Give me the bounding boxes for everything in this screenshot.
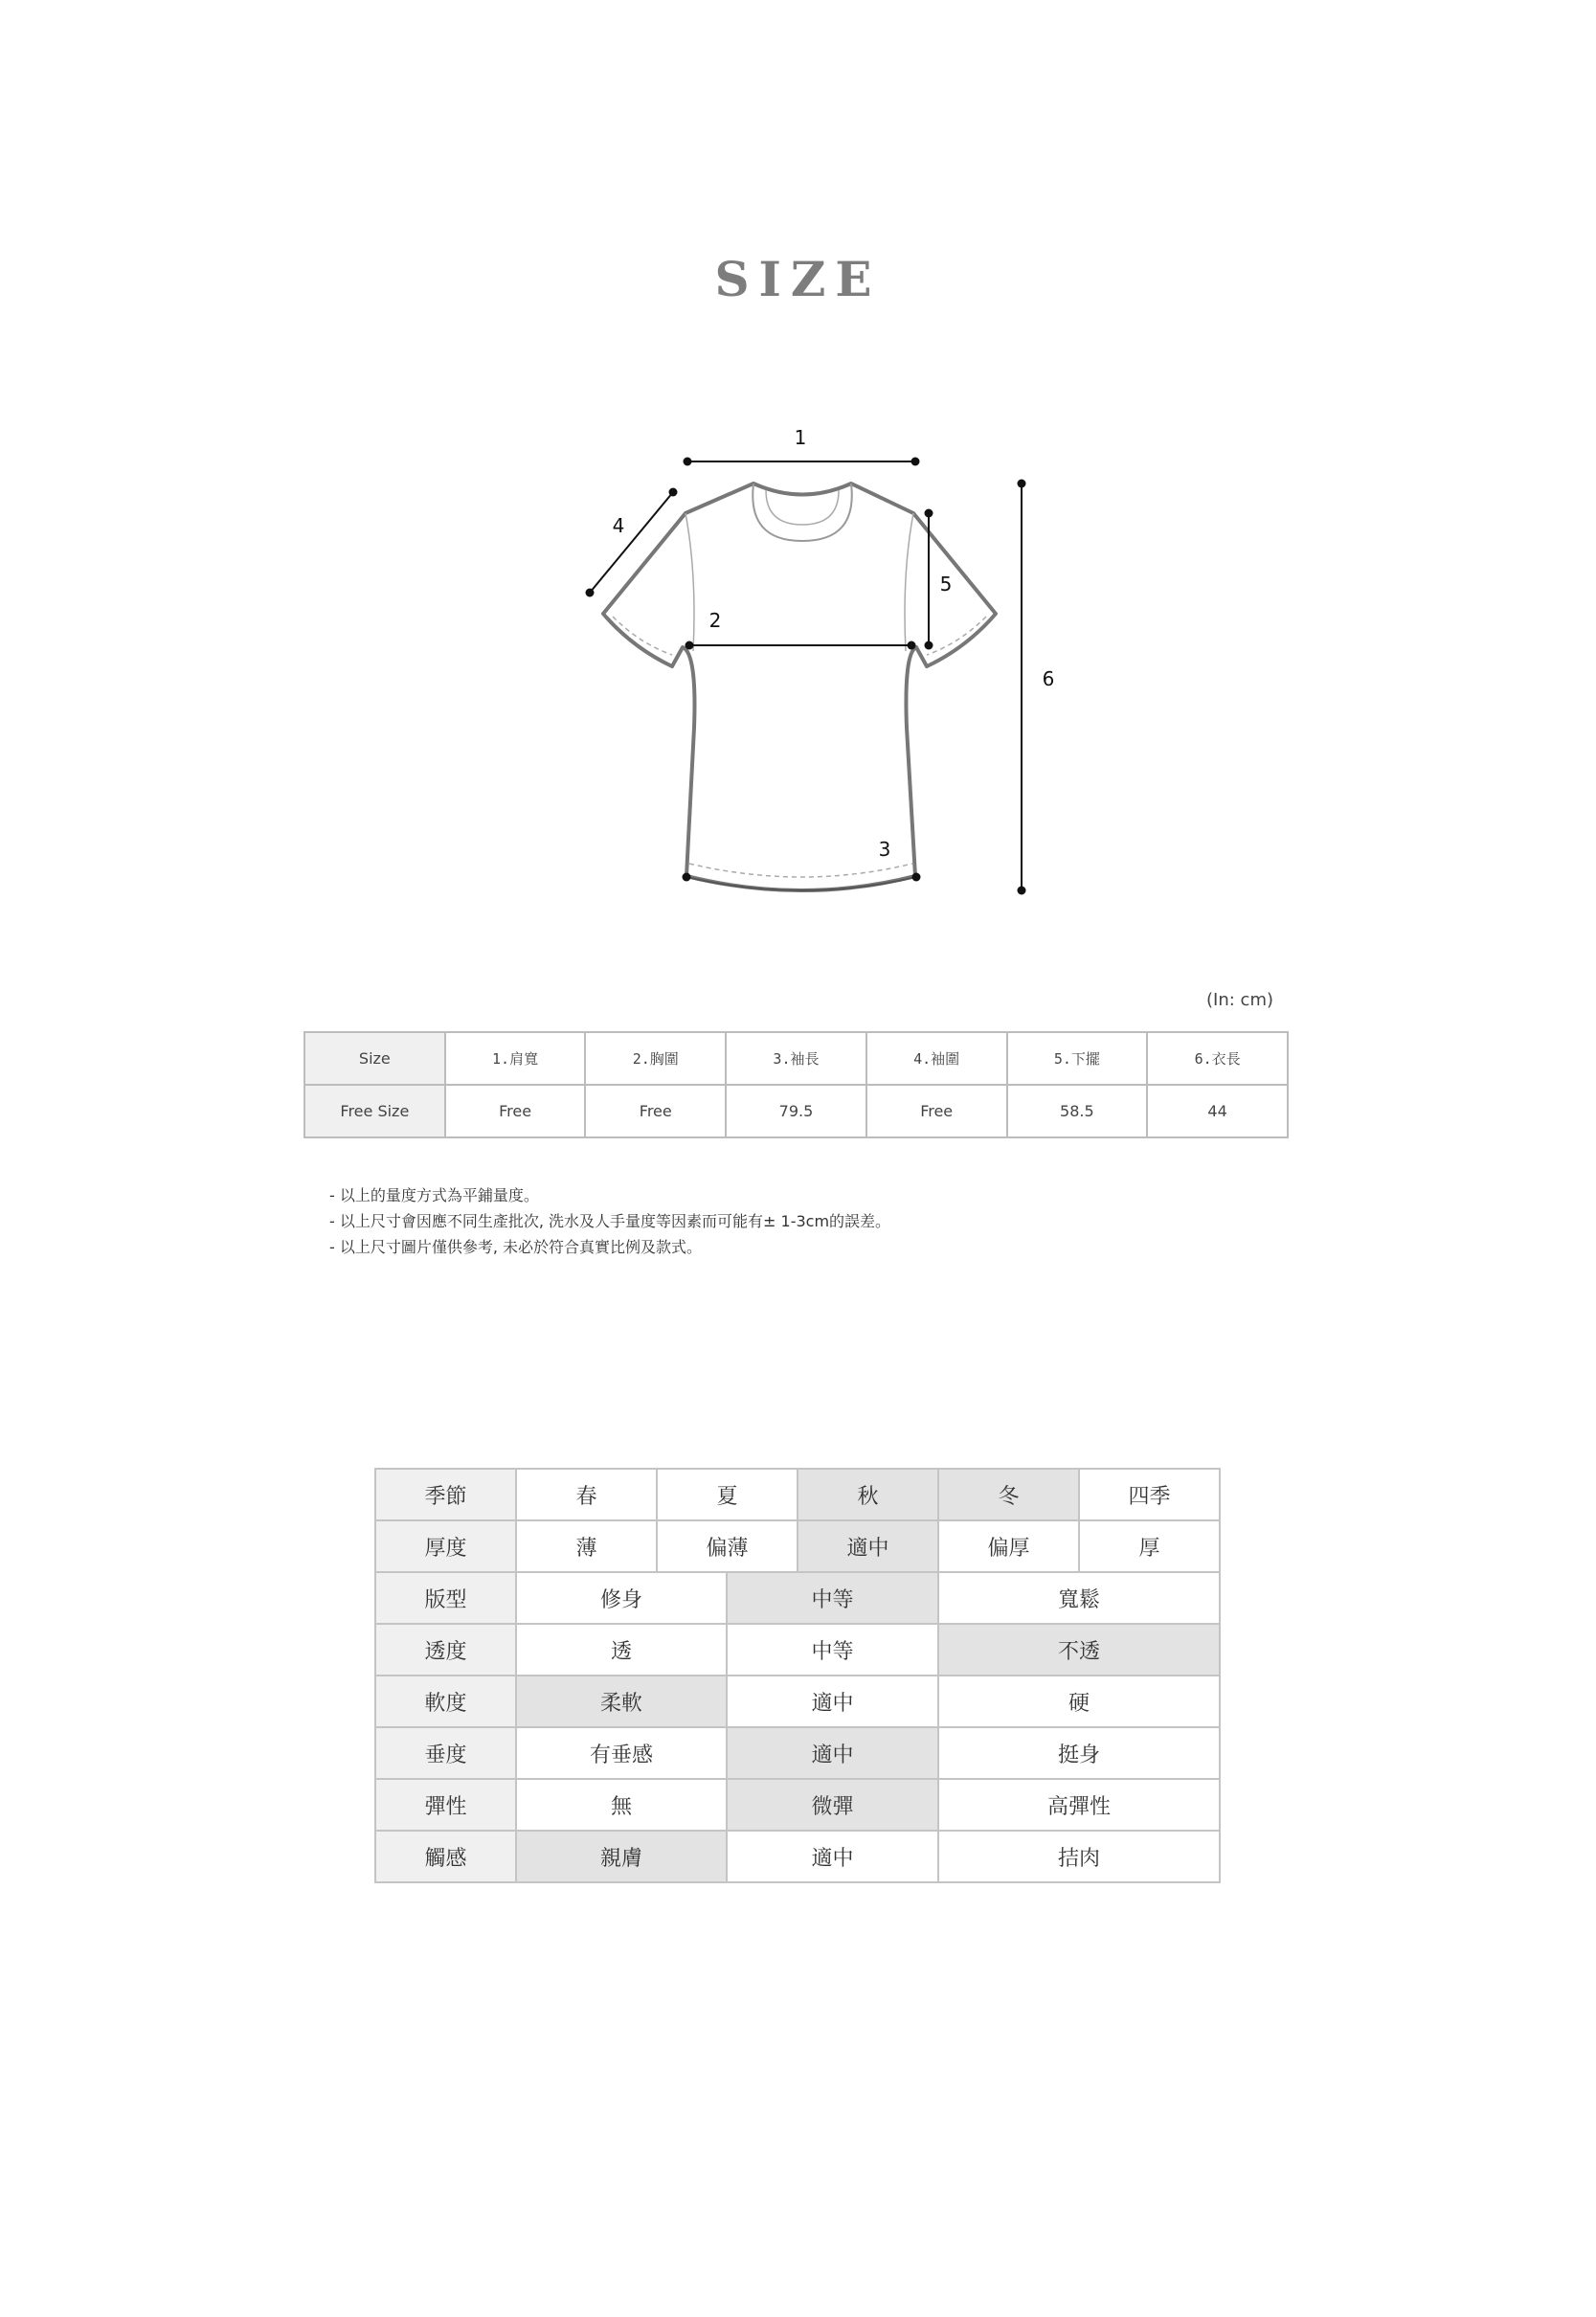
- elasticity-option-slight: 微彈: [727, 1779, 938, 1831]
- touch-label: 觸感: [375, 1831, 516, 1882]
- season-label: 季節: [375, 1469, 516, 1520]
- transparency-label: 透度: [375, 1624, 516, 1676]
- value-cell: Free: [585, 1085, 726, 1137]
- measurement-notes: [329, 1182, 890, 1260]
- note-line: - 以上的量度方式為平鋪量度。: [329, 1186, 539, 1204]
- transparency-option-sheer: 透: [516, 1624, 727, 1676]
- fit-row: [375, 1572, 1220, 1624]
- tshirt-outline: [603, 484, 996, 890]
- value-cell: 44: [1147, 1085, 1288, 1137]
- header-chest: 2.胸圍: [585, 1032, 726, 1085]
- value-cell: 58.5: [1007, 1085, 1148, 1137]
- drape-option-medium: 適中: [727, 1727, 938, 1779]
- header-shoulder: 1.肩寬: [445, 1032, 586, 1085]
- drape-row: [375, 1727, 1220, 1779]
- thickness-option-thin: 薄: [516, 1520, 657, 1572]
- label-5: 5: [939, 573, 953, 596]
- label-6: 6: [1042, 667, 1055, 690]
- season-option-winter: 冬: [938, 1469, 1079, 1520]
- value-cell: Free: [866, 1085, 1007, 1137]
- touch-option-skin-friendly: 親膚: [516, 1831, 727, 1882]
- season-option-all: 四季: [1079, 1469, 1220, 1520]
- thickness-option-slightly-thick: 偏厚: [938, 1520, 1079, 1572]
- label-3: 3: [878, 838, 891, 861]
- header-size: Size: [304, 1032, 445, 1085]
- header-hem: 5.下擺: [1007, 1032, 1148, 1085]
- unit-note: (In: cm): [1206, 990, 1273, 1010]
- elasticity-option-high: 高彈性: [938, 1779, 1220, 1831]
- header-length: 6.衣長: [1147, 1032, 1288, 1085]
- elasticity-option-none: 無: [516, 1779, 727, 1831]
- tshirt-collar: [753, 484, 852, 541]
- label-1: 1: [794, 426, 807, 449]
- softness-option-medium: 適中: [727, 1676, 938, 1727]
- transparency-option-opaque: 不透: [938, 1624, 1220, 1676]
- elasticity-row: [375, 1779, 1220, 1831]
- thickness-option-slightly-thin: 偏薄: [657, 1520, 798, 1572]
- table-row: [304, 1085, 1288, 1137]
- note-line: - 以上尺寸圖片僅供參考, 未必於符合真實比例及款式。: [329, 1238, 703, 1256]
- softness-label: 軟度: [375, 1676, 516, 1727]
- size-table: [303, 1031, 1289, 1138]
- softness-option-soft: 柔軟: [516, 1676, 727, 1727]
- note-line: - 以上尺寸會因應不同生產批次, 洗水及人手量度等因素而可能有± 1-3cm的誤差。: [329, 1212, 891, 1230]
- thickness-option-medium: 適中: [798, 1520, 938, 1572]
- softness-option-hard: 硬: [938, 1676, 1220, 1727]
- fit-label: 版型: [375, 1572, 516, 1624]
- season-option-summer: 夏: [657, 1469, 798, 1520]
- season-option-spring: 春: [516, 1469, 657, 1520]
- drape-option-flowing: 有垂感: [516, 1727, 727, 1779]
- tshirt-measurement-diagram: [0, 0, 1596, 957]
- season-row: [375, 1469, 1220, 1520]
- thickness-label: 厚度: [375, 1520, 516, 1572]
- page-title: SIZE: [714, 251, 882, 307]
- touch-option-itchy: 拮肉: [938, 1831, 1220, 1882]
- season-option-autumn: 秋: [798, 1469, 938, 1520]
- fit-option-loose: 寬鬆: [938, 1572, 1220, 1624]
- thickness-row: [375, 1520, 1220, 1572]
- softness-row: [375, 1676, 1220, 1727]
- fit-option-slim: 修身: [516, 1572, 727, 1624]
- label-2: 2: [708, 609, 722, 632]
- label-4: 4: [612, 514, 625, 537]
- touch-option-medium: 適中: [727, 1831, 938, 1882]
- size-cell: Free Size: [304, 1085, 445, 1137]
- transparency-row: [375, 1624, 1220, 1676]
- drape-label: 垂度: [375, 1727, 516, 1779]
- touch-row: [375, 1831, 1220, 1882]
- drape-option-stiff: 挺身: [938, 1727, 1220, 1779]
- fit-option-regular: 中等: [727, 1572, 938, 1624]
- fabric-attribute-table: [374, 1468, 1221, 1883]
- value-cell: Free: [445, 1085, 586, 1137]
- header-sleeve-length: 3.袖長: [726, 1032, 866, 1085]
- header-sleeve-width: 4.袖圍: [866, 1032, 1007, 1085]
- thickness-option-thick: 厚: [1079, 1520, 1220, 1572]
- transparency-option-medium: 中等: [727, 1624, 938, 1676]
- size-table-header: [304, 1032, 1288, 1085]
- value-cell: 79.5: [726, 1085, 866, 1137]
- elasticity-label: 彈性: [375, 1779, 516, 1831]
